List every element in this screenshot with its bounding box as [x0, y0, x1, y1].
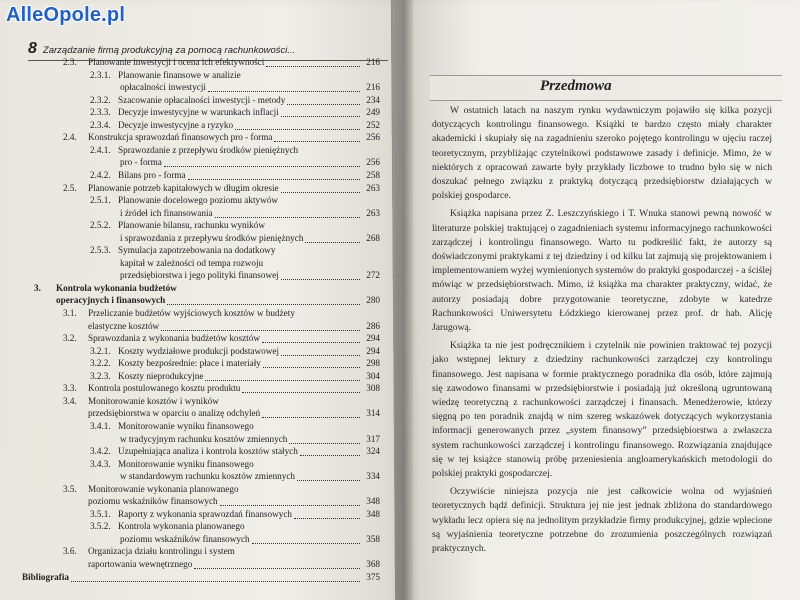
toc-entry-text: kapitał w zależności od tempa rozwoju	[120, 257, 264, 268]
toc-number: 3.5.2.	[90, 521, 111, 532]
watermark-text: AlleOpole.pl	[6, 4, 126, 26]
toc-entry-text: Koszty wydziałowe produkcji podstawowej	[118, 345, 280, 356]
toc-leader	[252, 543, 360, 544]
toc-leader	[294, 518, 360, 519]
toc-number: 3.5.1.	[90, 508, 111, 519]
toc-number: 3.4.	[63, 395, 77, 406]
toc-leader	[263, 367, 360, 368]
toc-page-number: 268	[366, 232, 380, 243]
toc-page-number: 216	[366, 57, 380, 67]
toc-entry-text: Monitorowanie kosztów i wyników	[88, 395, 219, 406]
toc-page-number: 348	[366, 496, 380, 507]
toc-entry-text: Organizacja działu kontrolingu i system	[88, 546, 235, 557]
toc-page-number: 258	[366, 169, 380, 180]
toc-number: 2.5.1.	[90, 195, 111, 206]
toc-leader	[194, 568, 360, 569]
toc-page-number: 304	[366, 370, 380, 381]
toc-entry-text: operacyjnych i finansowych	[56, 295, 166, 306]
toc-entry-text: Planowanie docelowego poziomu aktywów	[118, 195, 278, 206]
toc-entry-text: Decyzje inwestycyjne w warunkach inflacji	[118, 107, 279, 118]
toc-page-number: 216	[366, 82, 380, 93]
toc-page-number: 272	[366, 270, 380, 281]
toc-leader	[208, 91, 360, 92]
toc-entry-text: przedsiębiorstwa i jego polityki finansowej	[120, 270, 279, 281]
toc-entry-text: Uzupełniająca analiza i kontrola kosztów stałych	[118, 446, 298, 457]
toc-entry-text: Konstrukcja sprawozdań finansowych pro - forma	[88, 132, 273, 143]
toc-entry-text: Planowanie potrzeb kapitałowych w długim okresie	[88, 182, 279, 193]
toc-number: 3.1.	[63, 308, 77, 318]
toc-number: 3.	[34, 282, 41, 293]
toc-entry-text: Planowanie finansowe w analizie	[118, 69, 241, 80]
toc-entry-text: Koszty nieprodukcyjne	[118, 370, 204, 381]
toc-number: 2.5.	[63, 182, 77, 193]
toc-leader	[281, 116, 360, 117]
toc-entry-text: Monitorowanie wykonania planowanego	[88, 483, 239, 494]
toc-entry-text: Symulacja zapotrzebowania na dodatkowy	[118, 245, 276, 256]
toc-number: 2.5.2.	[90, 220, 111, 231]
toc-page-number: 280	[366, 295, 380, 306]
preface-paragraph: W ostatnich latach na naszym rynku wydawniczym pojawiło się kilka pozycji dotyczących kontrolingu finansowego. Książki te bardzo często miały charakter akademicki i skupiały się na zagadnieniu szeroko pojętego kontrolingu w ujęciu raczej teoretycznym, przybliżając czytelnikowi podstawowe zasady i definicje. Mimo, że w niektórych z opracowań zawarte były przykłady liczbowe to trudno było się w nich doszukać pełnego związku z praktyką dotyczącą przedsiębiorstw działających w polskiej gospodarce.	[432, 105, 772, 202]
preface-title: Przedmowa	[540, 78, 612, 94]
toc-page-number: 298	[366, 358, 380, 369]
toc-entry-text: Planowanie inwestycji i ocena ich efektywności	[88, 57, 265, 67]
toc-entry-text: Przeliczanie budżetów wyjściowych kosztów w budżety	[88, 308, 295, 318]
toc-number: 2.3.3.	[90, 107, 111, 118]
toc-entry-text: poziomu wskaźników finansowych	[88, 496, 218, 507]
running-head-title: Zarządzanie firmą produkcyjną za pomocą rachunkowości...	[42, 45, 296, 56]
toc-entry-text: przedsiębiorstwa w oparciu o analizę odchyleń	[88, 408, 261, 419]
toc-page-number: 249	[366, 107, 380, 118]
toc-entry-text: Bibliografia	[22, 571, 69, 582]
toc-leader	[266, 66, 360, 67]
toc-leader	[281, 355, 360, 356]
toc-page-number: 294	[366, 345, 380, 356]
toc-page-number: 263	[366, 182, 380, 193]
toc-page-number: 263	[366, 207, 380, 218]
toc-entry-text: Koszty bezpośrednie: płace i materiały	[118, 358, 261, 369]
toc-number: 3.2.1.	[90, 345, 111, 356]
toc-leader	[164, 166, 360, 167]
toc-page-number: 314	[366, 408, 380, 419]
toc-entry-text: i sprawozdania z przepływu środków pieniężnych	[120, 232, 304, 243]
toc-entry-text: pro - forma	[120, 157, 162, 168]
toc-leader	[215, 217, 360, 218]
toc-leader	[220, 505, 360, 506]
toc-entry-text: i źródeł ich finansowania	[120, 207, 213, 218]
toc-number: 2.3.2.	[90, 94, 111, 105]
toc-page-number: 334	[366, 471, 380, 482]
toc-entry-text: elastyczne kosztów	[88, 320, 160, 331]
preface-paragraph: Książka napisana przez Z. Leszczyńskiego i T. Wnuka stanowi pewną nowość w literaturze polskiej traktującej o zagadnieniach systemu informacyjnego rachunkowości zarządczej i kontrolingu finansowego. Warto tu podkreślić fakt, że autorzy są doświadczonymi praktykami z tej dziedziny i od kilku lat zajmują się projektowaniem i implementowaniem wyżej wymienionych systemów do praktyki gospodarczej - a ściślej mówiąc w przedsiębiorstwach. Mimo, iż książka ma charakter praktyczny, widać, że autorzy posiadają dobre przygotowanie teoretyczne, zdobyte w katedrze Rachunkowości Uniwersytetu Łódzkiego kierowanej przez prof. dr hab. Alicję Jarugową.	[432, 208, 772, 334]
preface-paragraph: Oczywiście niniejsza pozycja nie jest całkowicie wolna od wyjaśnień teoretycznych bądź definicji. Struktura jej nie jest jednak zbliżona do standardowego wykładu lecz opiera się na jednolitym przykładzie firmy produkcyjnej, gdzie wplecione są wyjaśnienia teoretyczne potrzebne do zrozumienia poszczególnych rozwiązań praktycznych.	[432, 486, 772, 555]
toc-entry-text: Bilans pro - forma	[118, 169, 186, 180]
toc-page-number: 234	[366, 94, 380, 105]
toc-page-number: 286	[366, 320, 380, 331]
toc-number: 3.5.	[63, 483, 77, 494]
toc-leader	[262, 417, 360, 418]
toc-leader	[188, 179, 360, 180]
toc-leader	[161, 330, 360, 331]
toc-number: 3.4.1.	[90, 420, 111, 431]
toc-number: 3.2.	[63, 333, 77, 344]
toc-page-number: 375	[366, 571, 380, 582]
toc-entry-text: Raporty z wykonania sprawozdań finansowych	[118, 508, 293, 519]
toc-entry-text: Monitorowanie wyniku finansowego	[118, 458, 254, 469]
toc-leader	[235, 129, 360, 130]
toc-number: 3.2.3.	[90, 370, 111, 381]
toc-page-number: 358	[366, 533, 380, 544]
toc-leader	[167, 304, 360, 305]
toc-number: 2.4.1.	[90, 144, 111, 155]
preface-body	[432, 104, 772, 560]
toc-entry-text: Szacowanie opłacalności inwestycji - metody	[118, 94, 286, 105]
toc-entry-text: Kontrola wykonania planowanego	[118, 521, 245, 532]
toc-leader	[289, 443, 360, 444]
toc-page-number: 368	[366, 559, 380, 569]
toc-entry-text: Sprawozdania z wykonania budżetów kosztów	[88, 333, 260, 344]
toc-number: 2.3.4.	[90, 119, 111, 130]
toc-number: 2.4.	[63, 132, 77, 143]
toc-number: 3.3.	[63, 383, 77, 394]
toc-entry-text: Planowanie bilansu, rachunku wyników	[118, 220, 265, 231]
toc-leader	[287, 104, 360, 105]
toc-leader	[300, 455, 360, 456]
preface-paragraph: Książka ta nie jest podręcznikiem i czytelnik nie powinien traktować tej pozycji jako wstępnej lektury z dziedziny rachunkowości zarządczej czy kontrolingu finansowego. Jest napisana w formie praktycznego poradnika dla osób, które zajmują się zawodowo finansami w przedsiębiorstwie i posiadają już określoną ugruntowaną wiedzę teoretyczną z rachunkowości zarządczej i finansach. Menedżerowie, którzy sięgną po ten poradnik znajdą w nim szereg wskazówek dotyczących wykorzystania informacji generowanych przez „system finansowy” przedsiębiorstwa a zwłaszcza system rachunkowości zarządczej i kontrolingu finansowego. Rozwiązania znajdujące się w tej książce stanowią próbę przeniesienia angloamerykańskich metodologii do polskiej praktyki gospodarczej.	[432, 340, 772, 480]
toc-entry-text: Kontrola wykonania budżetów	[56, 282, 177, 293]
toc-leader	[71, 581, 360, 582]
toc-entry-text: opłacalności inwestycji	[120, 82, 206, 93]
toc-number: 2.3.1.	[90, 69, 111, 80]
toc-entry-text: Monitorowanie wyniku finansowego	[118, 420, 254, 431]
toc-entry-text: Sprawozdanie z przepływu środków pieniężnych	[118, 144, 299, 155]
toc-page-number: 256	[366, 157, 380, 168]
toc-number: 3.2.2.	[90, 358, 111, 369]
toc-page-number: 294	[366, 333, 380, 344]
toc-page-number: 324	[366, 446, 380, 457]
toc-leader	[281, 279, 360, 280]
toc-leader	[305, 242, 360, 243]
toc-page-number: 308	[366, 383, 380, 394]
toc-entry-text: Decyzje inwestycyjne a ryzyko	[118, 119, 234, 130]
toc-leader	[205, 380, 360, 381]
toc-number: 3.6.	[63, 546, 77, 557]
page-number: 8	[28, 40, 37, 57]
toc-number: 3.4.3.	[90, 458, 111, 469]
toc-leader	[242, 392, 360, 393]
toc-page-number: 317	[366, 433, 380, 444]
toc-leader	[274, 141, 360, 142]
toc-number: 2.4.2.	[90, 169, 111, 180]
toc-number: 2.3.	[63, 57, 77, 67]
toc-leader	[297, 480, 360, 481]
toc-entry-text: w standardowym rachunku kosztów zmiennych	[120, 471, 296, 482]
book-gutter	[395, 0, 413, 600]
toc-page-number: 252	[366, 119, 380, 130]
toc-number: 2.5.3.	[90, 245, 111, 256]
toc-entry-text: Kontrola postulowanego kosztu produktu	[88, 383, 241, 394]
toc-page-number: 348	[366, 508, 380, 519]
toc-leader	[281, 192, 360, 193]
toc-entry-text: w tradycyjnym rachunku kosztów zmiennych	[120, 433, 288, 444]
toc-number: 3.4.2.	[90, 446, 111, 457]
toc-leader	[262, 342, 360, 343]
toc-entry-text: poziomu wskaźników finansowych	[120, 533, 250, 544]
toc-page-number: 256	[366, 132, 380, 143]
toc-entry-text: raportowania wewnętrznego	[88, 559, 193, 569]
